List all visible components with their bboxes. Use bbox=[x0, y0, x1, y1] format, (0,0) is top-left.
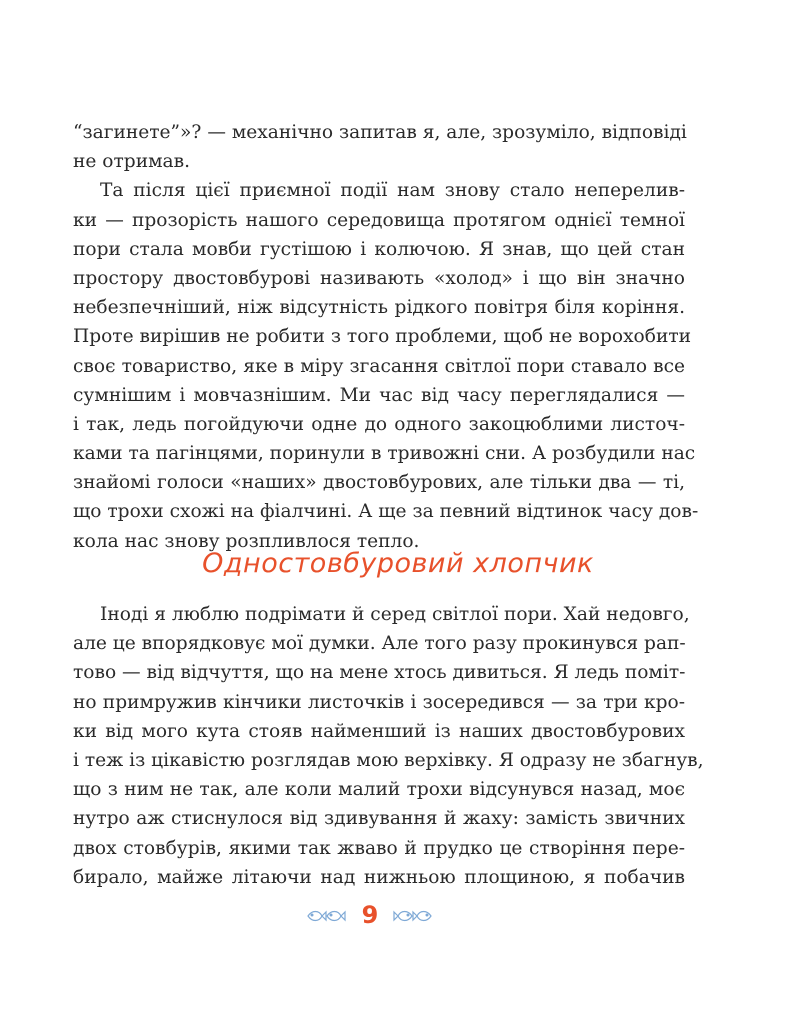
text-line: простору двостовбурові називають «холод» і що він значно bbox=[73, 267, 685, 289]
text-line: двох стовбурів, якими так жваво й прудко це створіння пере- bbox=[73, 837, 685, 859]
text-line: але це впорядковує мої думки. Але того разу прокинувся рап- bbox=[73, 633, 686, 655]
chapter-heading: Одностовбуровий хлопчик bbox=[202, 548, 594, 579]
page-footer bbox=[0, 900, 796, 936]
text-line: Іноді я люблю подрімати й серед світлої пори. Хай недовго, bbox=[100, 604, 690, 625]
text-line: небезпечніший, ніж відсутність рідкого повітря біля коріння. bbox=[73, 297, 685, 319]
paragraph-block-bottom bbox=[73, 600, 704, 892]
text-line: тово — від відчуття, що на мене хтось дивиться. Я ледь поміт- bbox=[73, 662, 686, 684]
text-line: не отримав. bbox=[73, 151, 191, 173]
text-line: ки від мого кута стояв найменший із наших двостовбурових bbox=[73, 720, 685, 742]
text-line: сумнішим і мовчазнішим. Ми час від часу переглядалися — bbox=[73, 384, 685, 406]
text-line: бирало, майже літаючи над нижньою площиною, я побачив bbox=[73, 866, 685, 888]
text-line: що трохи схожі на фіалчині. А ще за певний відтинок часу дов- bbox=[73, 501, 699, 523]
page-number: 9 bbox=[361, 901, 379, 929]
text-line: Проте вирішив не робити з того проблеми, щоб не ворохобити bbox=[73, 326, 692, 348]
text-line: ками та пагінцями, поринули в тривожні сни. А розбудили нас bbox=[73, 443, 696, 465]
paragraph-block-top bbox=[73, 118, 699, 556]
text-line: пори стала мовби густішою і колючою. Я знав, що цей стан bbox=[73, 238, 685, 260]
text-line: Та після цієї приємної події нам знову стало неперелив- bbox=[100, 180, 685, 202]
text-line: кола нас знову розпливлося тепло. bbox=[73, 530, 420, 552]
text-line: ки — прозорість нашого середовища протягом однієї темної bbox=[73, 209, 685, 231]
text-line: і теж із цікавістю розглядав мою верхівку. Я одразу не збагнув, bbox=[73, 749, 704, 771]
text-line: но примружив кінчики листочків і зосередився — за три кро- bbox=[73, 691, 685, 713]
fish-pair-icon bbox=[392, 906, 434, 930]
text-line: своє товариство, яке в міру згасання світлої пори ставало все bbox=[73, 355, 685, 377]
text-line: що з ним не так, але коли малий трохи відсунувся назад, моє bbox=[73, 779, 685, 801]
text-line: знайомі голоси «наших» двостовбурових, але тільки два — ті, bbox=[73, 472, 685, 494]
text-line: “загинете”»? — механічно запитав я, але, зрозуміло, відповіді bbox=[73, 122, 687, 143]
text-line: нутро аж стиснулося від здивування й жаху: замість звичних bbox=[73, 808, 685, 830]
text-line: і так, ледь погойдуючи одне до одного закоцюблими листоч- bbox=[73, 413, 685, 435]
fish-pair-icon bbox=[305, 906, 347, 930]
